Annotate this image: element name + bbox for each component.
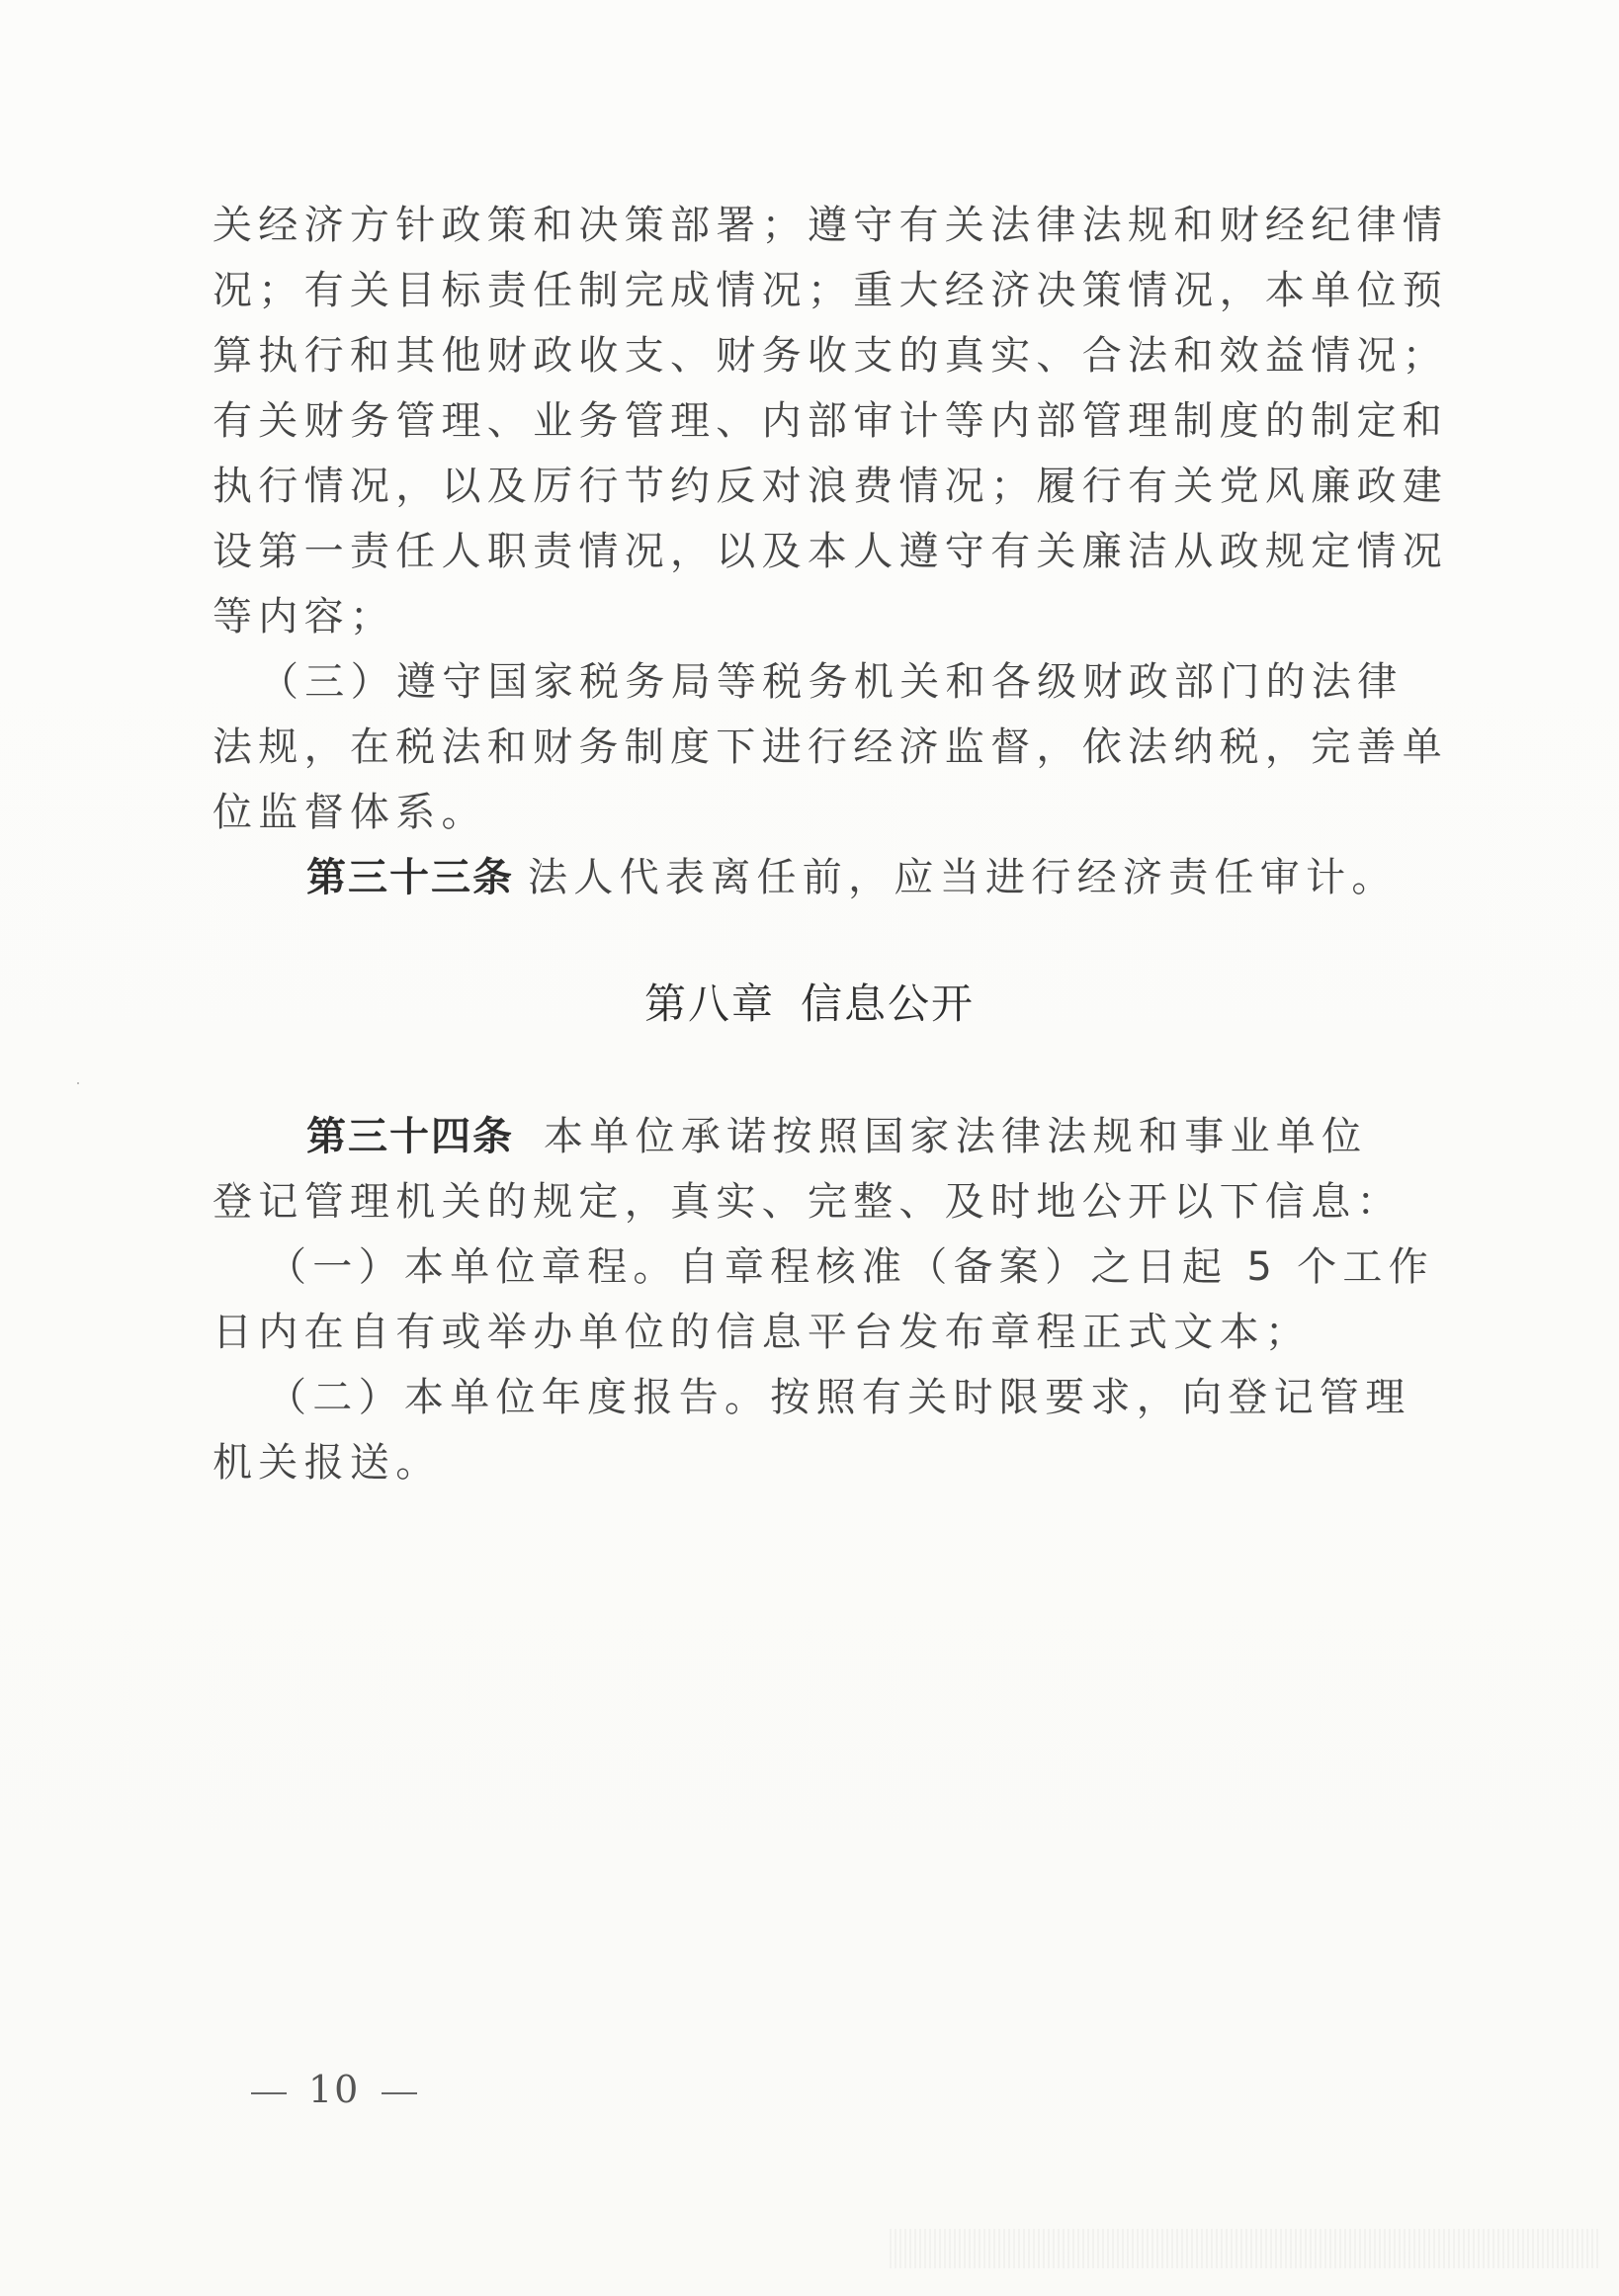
body-line: 算执行和其他财政收支、财务收支的真实、合法和效益情况； (213, 333, 1449, 379)
body-line: 执行情况，以及厉行节约反对浪费情况；履行有关党风廉政建 (213, 464, 1449, 509)
scan-speck (77, 1082, 79, 1084)
article-34-text: 本单位承诺按照国家法律法规和事业单位 (544, 1114, 1368, 1159)
body-line: 况；有关目标责任制完成情况；重大经济决策情况，本单位预 (213, 268, 1449, 313)
chapter-title: 信息公开 (801, 979, 976, 1028)
body-line: 有关财务管理、业务管理、内部审计等内部管理制度的制定和 (213, 398, 1449, 444)
body-line: 关经济方针政策和决策部署；遵守有关法律法规和财经纪律情 (213, 203, 1449, 248)
page-number (229, 2068, 439, 2111)
item-3-line: 法规，在税法和财务制度下进行经济监督，依法纳税，完善单 (213, 724, 1449, 770)
article-33-text: 法人代表离任前，应当进行经济责任审计。 (528, 855, 1398, 900)
chapter-heading (0, 978, 1619, 1030)
body-line: 等内容； (213, 594, 396, 639)
article-33 (306, 852, 1522, 903)
body-line: 设第一责任人职责情况，以及本人遵守有关廉洁从政规定情况 (213, 529, 1449, 574)
item-3-first-line: （三）遵守国家税务局等税务机关和各级财政部门的法律 (259, 659, 1404, 705)
article-33-heading: 第三十三条 (306, 855, 514, 900)
page-number-value: 10 (308, 2068, 361, 2111)
item-34-2-line: 机关报送。 (213, 1440, 442, 1486)
item-34-1-first-line: （一）本单位章程。自章程核准（备案）之日起 5 个工作 (267, 1244, 1434, 1290)
article-34-first-line (306, 1111, 1522, 1162)
article-34-line: 登记管理机关的规定，真实、完整、及时地公开以下信息： (213, 1179, 1403, 1225)
dash-right (382, 2092, 417, 2094)
scan-noise (890, 2229, 1601, 2268)
item-3-line: 位监督体系。 (213, 790, 487, 835)
article-34-heading: 第三十四条 (306, 1114, 514, 1159)
item-34-2-first-line: （二）本单位年度报告。按照有关时限要求，向登记管理 (267, 1375, 1411, 1420)
chapter-number: 第八章 (643, 979, 775, 1028)
item-34-1-line: 日内在自有或举办单位的信息平台发布章程正式文本； (213, 1310, 1312, 1355)
dash-left (251, 2092, 287, 2094)
